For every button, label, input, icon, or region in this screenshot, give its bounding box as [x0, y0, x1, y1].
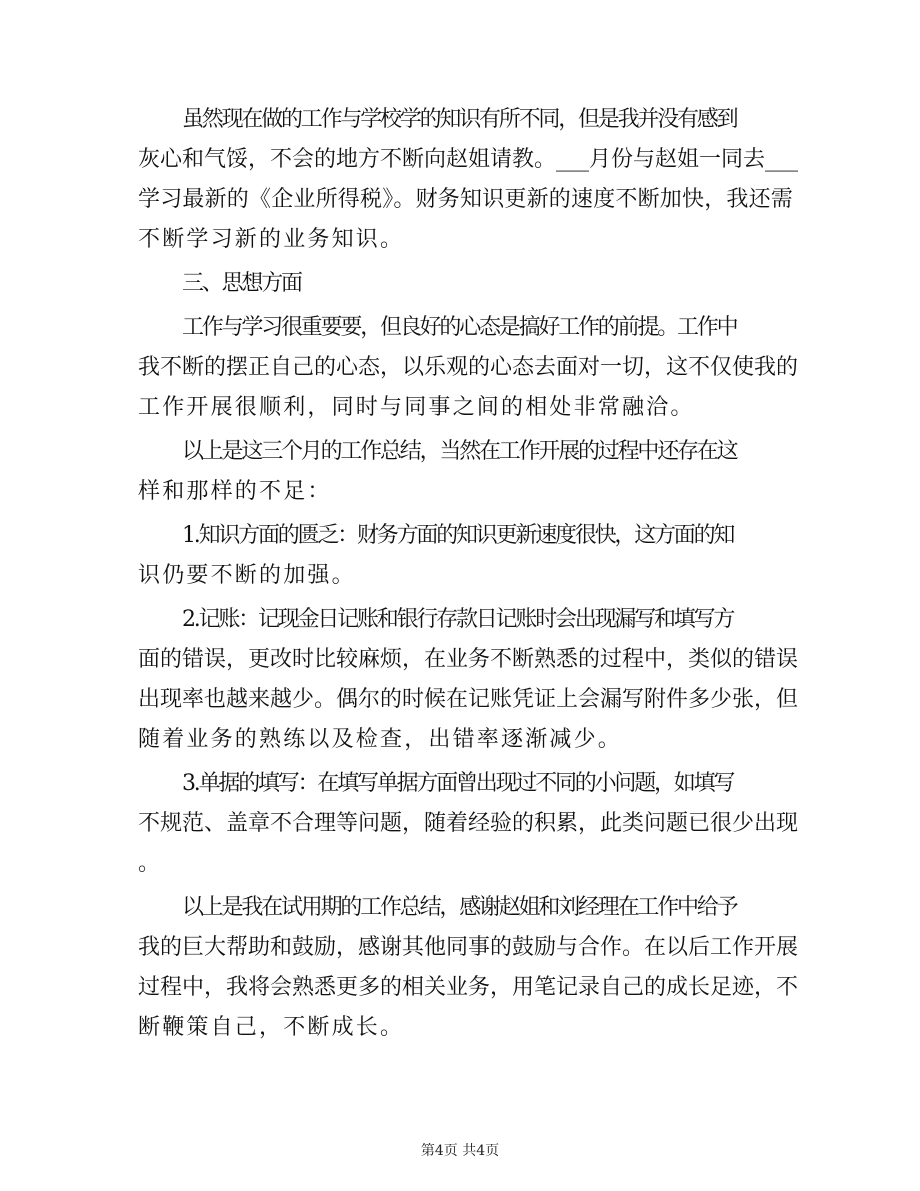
- list-item-line: 1.知识方面的匮乏：财务方面的知识更新速度很快，这方面的知: [182, 523, 734, 548]
- text-line: 样和那样的不足：: [138, 479, 332, 504]
- text-line: 工作与学习很重要要，但良好的心态是搞好工作的前提。工作中: [182, 315, 737, 340]
- list-item-line: 随着业务的熟练以及检查，出错率逐渐减少。: [138, 727, 623, 752]
- text-line: 以上是我在试用期的工作总结，感谢赵姐和刘经理在工作中给予: [182, 895, 737, 920]
- text-line: 工作开展很顺利，同时与同事之间的相处非常融洽。: [138, 395, 695, 420]
- list-item-line: 不规范、盖章不合理等问题，随着经验的积累，此类问题已很少出现: [138, 811, 799, 836]
- text-line: 我的巨大帮助和鼓励，感谢其他同事的鼓励与合作。在以后工作开展: [138, 935, 799, 960]
- list-item-line: 面的错误，更改时比较麻烦，在业务不断熟悉的过程中，类似的错误: [138, 647, 799, 672]
- list-item-line: 3.单据的填写：在填写单据方面曾出现过不同的小问题，如填写: [182, 771, 734, 796]
- text-line: 过程中，我将会熟悉更多的相关业务，用笔记录自己的成长足迹，不: [138, 975, 799, 1000]
- text-line: 不断学习新的业务知识。: [138, 227, 405, 252]
- text-line: 学习最新的《企业所得税》。财务知识更新的速度不断加快，我还需: [138, 187, 794, 212]
- list-item-line: 。: [138, 851, 163, 876]
- text-line: 以上是这三个月的工作总结，当然在工作开展的过程中还存在这: [182, 439, 737, 464]
- section-heading: 三、思想方面: [182, 271, 301, 296]
- text-line: 我不断的摆正自己的心态，以乐观的心态去面对一切，这不仅使我的: [138, 355, 799, 380]
- list-item-line: 2.记账：记现金日记账和银行存款日记账时会出现漏写和填写方: [182, 607, 734, 632]
- text-line: 虽然现在做的工作与学校学的知识有所不同，但是我并没有感到: [182, 107, 737, 132]
- list-item-line: 出现率也越来越少。偶尔的时候在记账凭证上会漏写附件多少张，但: [138, 687, 799, 712]
- page-number-footer: 第4页 共4页: [420, 1143, 500, 1159]
- text-line: 断鞭策自己，不断成长。: [138, 1015, 405, 1040]
- text-line: 灰心和气馁，不会的地方不断向赵姐请教。___月份与赵姐一同去___: [138, 147, 799, 172]
- list-item-line: 识仍要不断的加强。: [138, 563, 356, 588]
